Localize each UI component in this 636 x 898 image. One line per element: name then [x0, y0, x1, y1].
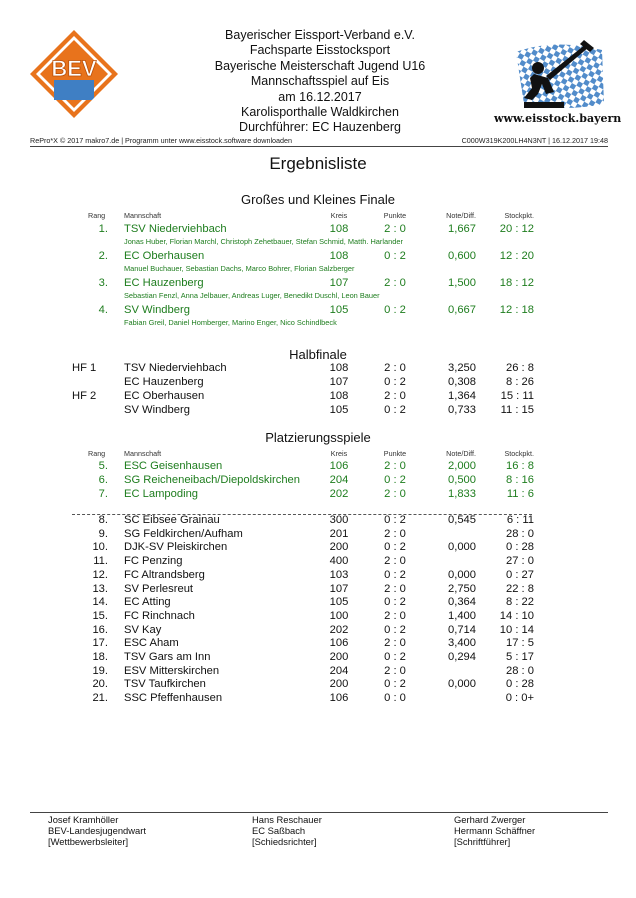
punkte: 0 : 2	[384, 376, 406, 388]
player-list: Jonas Huber, Florian Marchl, Christoph Zehetbauer, Stefan Schmid, Matth. Harlander	[124, 237, 403, 246]
kreis: 204	[329, 664, 349, 677]
note: 1,833	[448, 488, 476, 500]
official-name: Hans Reschauer	[252, 814, 322, 825]
stockpunkte: 17 : 5	[506, 637, 534, 650]
team-name: DJK-SV Pleiskirchen	[124, 541, 228, 554]
official-name: Gerhard Zwerger	[454, 814, 526, 825]
note: 0,667	[448, 304, 476, 316]
team-name: EC Hauzenberg	[124, 376, 204, 388]
note: 0,308	[448, 376, 476, 388]
punkte: 2 : 0	[384, 582, 406, 595]
team-name: TSV Taufkirchen	[124, 678, 206, 691]
note: 3,400	[448, 637, 476, 650]
team-name: SV Perlesreut	[124, 582, 194, 595]
note: 2,000	[448, 460, 476, 472]
kreis: 105	[329, 404, 349, 416]
kreis: 100	[329, 609, 349, 622]
col-kreis: Kreis	[330, 211, 348, 220]
official-org: Hermann Schäffner	[454, 825, 536, 836]
col-punkte: Punkte	[383, 211, 407, 220]
stockpunkte: 28 : 0	[506, 664, 534, 677]
rank: 6.	[98, 474, 108, 486]
kreis: 106	[329, 692, 349, 705]
rank: 10.	[92, 541, 108, 554]
punkte: 2 : 0	[384, 362, 406, 374]
kreis: 108	[329, 390, 349, 402]
rank: 3.	[98, 277, 108, 289]
col-stock: Stockpkt.	[504, 449, 534, 458]
note: 0,000	[448, 568, 476, 581]
stockpunkte: 6 : 11	[506, 514, 534, 526]
stockpunkte: 8 : 16	[506, 474, 534, 486]
team-name: SSC Pfeffenhausen	[124, 692, 223, 705]
header-line: Bayerische Meisterschaft Jugend U16	[214, 58, 426, 73]
footer-divider	[30, 812, 608, 813]
header-line: Mannschaftsspiel auf Eis	[250, 74, 390, 89]
stockpunkte: 8 : 26	[506, 376, 534, 388]
stockpunkte: 22 : 8	[506, 582, 534, 595]
signature-block	[454, 814, 535, 847]
player-list: Sebastian Fenzl, Anna Jelbauer, Andreas Luger, Benedikt Duschl, Leon Bauer	[124, 291, 380, 300]
stockpunkte: 12 : 20	[499, 250, 534, 262]
header-block	[150, 28, 490, 136]
note: 0,294	[448, 651, 476, 663]
note: 1,500	[448, 277, 476, 289]
team-name: EC Oberhausen	[124, 390, 205, 402]
team-name: TSV Gars am Inn	[124, 651, 211, 663]
rank: 19.	[92, 664, 108, 677]
rank: 7.	[98, 488, 108, 500]
rank: 17.	[92, 637, 108, 650]
document-id: C000W319K200LH4N3NT | 16.12.2017 19:48	[461, 136, 608, 145]
rank: 1.	[98, 223, 108, 235]
rank: 8.	[98, 514, 108, 526]
kreis: 106	[329, 460, 349, 472]
rank: 2.	[98, 250, 108, 262]
punkte: 0 : 2	[384, 304, 406, 316]
col-rank: Rang	[88, 449, 106, 458]
kreis: 106	[329, 637, 349, 650]
note: 3,250	[448, 362, 476, 374]
col-note: Note/Diff.	[446, 449, 476, 458]
kreis: 107	[329, 582, 349, 595]
col-stock: Stockpkt.	[504, 211, 534, 220]
kreis: 202	[329, 623, 349, 636]
note: 0,545	[448, 514, 476, 526]
svg-text:BEV: BEV	[51, 56, 97, 81]
kreis: 202	[329, 488, 349, 500]
bev-logo	[28, 28, 120, 120]
stockpunkte: 20 : 12	[499, 223, 534, 235]
col-kreis: Kreis	[330, 449, 348, 458]
official-name: Josef Kramhöller	[48, 814, 119, 825]
kreis: 200	[329, 678, 349, 691]
punkte: 2 : 0	[384, 277, 406, 289]
kreis: 107	[329, 376, 349, 388]
official-role: [Wettbewerbsleiter]	[48, 836, 129, 847]
punkte: 2 : 0	[384, 555, 406, 568]
col-note: Note/Diff.	[446, 211, 476, 220]
kreis: 204	[329, 474, 349, 486]
punkte: 2 : 0	[384, 488, 406, 500]
official-role: [Schiedsrichter]	[252, 836, 317, 847]
player-list: Fabian Greil, Daniel Homberger, Marino Enger, Nico Schindlbeck	[124, 318, 337, 327]
note: 0,733	[448, 404, 476, 416]
header-line: Fachsparte Eisstocksport	[249, 43, 391, 58]
rank: 21.	[92, 692, 108, 705]
rank: HF 1	[72, 362, 97, 374]
rank: 11.	[93, 555, 108, 568]
stockpunkte: 5 : 17	[506, 651, 534, 663]
kreis: 200	[329, 651, 349, 663]
section-heading-placement: Platzierungsspiele	[265, 430, 371, 445]
punkte: 0 : 2	[384, 514, 406, 526]
eisstock-url: www.eisstock.bayern	[494, 112, 622, 125]
stockpunkte: 0 : 27	[506, 568, 534, 581]
rank: 16.	[92, 623, 108, 636]
kreis: 105	[329, 304, 349, 316]
punkte: 2 : 0	[384, 637, 406, 650]
punkte: 2 : 0	[384, 390, 406, 402]
punkte: 0 : 2	[384, 678, 406, 691]
stockpunkte: 10 : 14	[499, 623, 534, 636]
kreis: 103	[329, 568, 349, 581]
rank: 4.	[98, 304, 108, 316]
team-name: EC Oberhausen	[124, 250, 205, 262]
punkte: 2 : 0	[384, 527, 406, 540]
team-name: TSV Niederviehbach	[124, 362, 227, 374]
stockpunkte: 0 : 28	[506, 678, 534, 691]
team-name: SG Reicheneibach/Diepoldskirchen	[124, 474, 300, 486]
punkte: 0 : 0	[384, 692, 406, 705]
team-name: SG Feldkirchen/Aufham	[124, 527, 243, 540]
stockpunkte: 11 : 15	[500, 404, 534, 416]
stockpunkte: 0 : 0+	[505, 692, 534, 705]
rank: 12.	[92, 568, 108, 581]
note: 1,364	[448, 390, 476, 402]
note: 0,000	[448, 541, 476, 554]
note: 0,600	[448, 250, 476, 262]
team-name: EC Lampoding	[124, 488, 199, 500]
page-title: Ergebnisliste	[269, 154, 367, 173]
software-note: RePro*X © 2017 makro7.de | Programm unter www.eisstock.software downloaden	[30, 136, 293, 145]
header-line: Durchführer: EC Hauzenberg	[239, 120, 401, 135]
punkte: 0 : 2	[384, 250, 406, 262]
stockpunkte: 8 : 22	[506, 596, 534, 609]
kreis: 107	[329, 277, 349, 289]
punkte: 0 : 2	[384, 474, 406, 486]
team-name: SV Windberg	[124, 404, 190, 416]
kreis: 201	[329, 527, 349, 540]
team-name: SC Eibsee Grainau	[124, 514, 220, 526]
note: 1,667	[448, 223, 476, 235]
team-name: TSV Niederviehbach	[124, 223, 227, 235]
kreis: 200	[329, 541, 349, 554]
team-name: ESC Aham	[124, 637, 179, 650]
punkte: 0 : 2	[384, 596, 406, 609]
rank: 20.	[92, 678, 108, 691]
stockpunkte: 16 : 8	[506, 460, 534, 472]
header-divider	[30, 146, 608, 147]
col-punkte: Punkte	[383, 449, 407, 458]
kreis: 108	[329, 362, 349, 374]
team-name: ESC Geisenhausen	[124, 460, 223, 472]
rank: 14.	[92, 596, 108, 609]
kreis: 300	[329, 514, 349, 526]
stockpunkte: 27 : 0	[506, 555, 534, 568]
stockpunkte: 14 : 10	[499, 609, 534, 622]
punkte: 0 : 2	[384, 404, 406, 416]
punkte: 0 : 2	[384, 623, 406, 636]
stockpunkte: 18 : 12	[499, 277, 534, 289]
rank: 18.	[92, 651, 108, 663]
team-name: EC Atting	[124, 596, 171, 609]
rank: 13.	[92, 582, 108, 595]
kreis: 400	[329, 555, 349, 568]
note: 0,500	[448, 474, 476, 486]
stockpunkte: 26 : 8	[506, 362, 534, 374]
punkte: 2 : 0	[384, 460, 406, 472]
stockpunkte: 15 : 11	[500, 390, 534, 402]
kreis: 108	[329, 223, 349, 235]
stockpunkte: 12 : 18	[499, 304, 534, 316]
note: 0,364	[448, 596, 476, 609]
team-name: SV Kay	[124, 623, 162, 636]
team-name: EC Hauzenberg	[124, 277, 204, 289]
stockpunkte: 28 : 0	[506, 527, 534, 540]
section-heading-semi: Halbfinale	[289, 347, 347, 362]
punkte: 0 : 2	[384, 541, 406, 554]
note: 1,400	[448, 609, 476, 622]
player-list: Manuel Buchauer, Sebastian Dachs, Marco Bohrer, Florian Salzberger	[124, 264, 355, 273]
official-role: [Schriftführer]	[454, 836, 511, 847]
header-line: Karolisporthalle Waldkirchen	[241, 105, 399, 120]
kreis: 108	[329, 250, 349, 262]
col-team: Mannschaft	[124, 449, 162, 458]
col-team: Mannschaft	[124, 211, 162, 220]
note: 0,000	[448, 678, 476, 691]
team-name: SV Windberg	[124, 304, 190, 316]
section-heading-final: Großes und Kleines Finale	[241, 192, 395, 207]
punkte: 0 : 2	[384, 568, 406, 581]
note: 0,714	[448, 623, 476, 636]
punkte: 2 : 0	[384, 664, 406, 677]
note: 2,750	[448, 582, 476, 595]
rank: 9.	[98, 527, 108, 540]
signature-block	[48, 814, 146, 847]
official-org: BEV-Landesjugendwart	[48, 825, 146, 836]
stockpunkte: 11 : 6	[506, 488, 534, 500]
header-line: am 16.12.2017	[278, 89, 362, 104]
team-name: FC Rinchnach	[124, 609, 195, 622]
signature-block	[252, 814, 322, 847]
punkte: 2 : 0	[384, 223, 406, 235]
col-rank: Rang	[88, 211, 106, 220]
punkte: 0 : 2	[384, 651, 406, 663]
kreis: 105	[329, 596, 349, 609]
header-line: Bayerischer Eissport-Verband e.V.	[225, 28, 415, 42]
official-org: EC Saßbach	[252, 825, 306, 836]
team-name: ESV Mitterskirchen	[124, 664, 220, 677]
punkte: 2 : 0	[384, 609, 406, 622]
rank: 5.	[98, 460, 108, 472]
team-name: FC Altrandsberg	[124, 568, 205, 581]
team-name: FC Penzing	[124, 555, 183, 568]
rank: HF 2	[72, 390, 97, 402]
stockpunkte: 0 : 28	[506, 541, 534, 554]
rank: 15.	[92, 609, 108, 622]
